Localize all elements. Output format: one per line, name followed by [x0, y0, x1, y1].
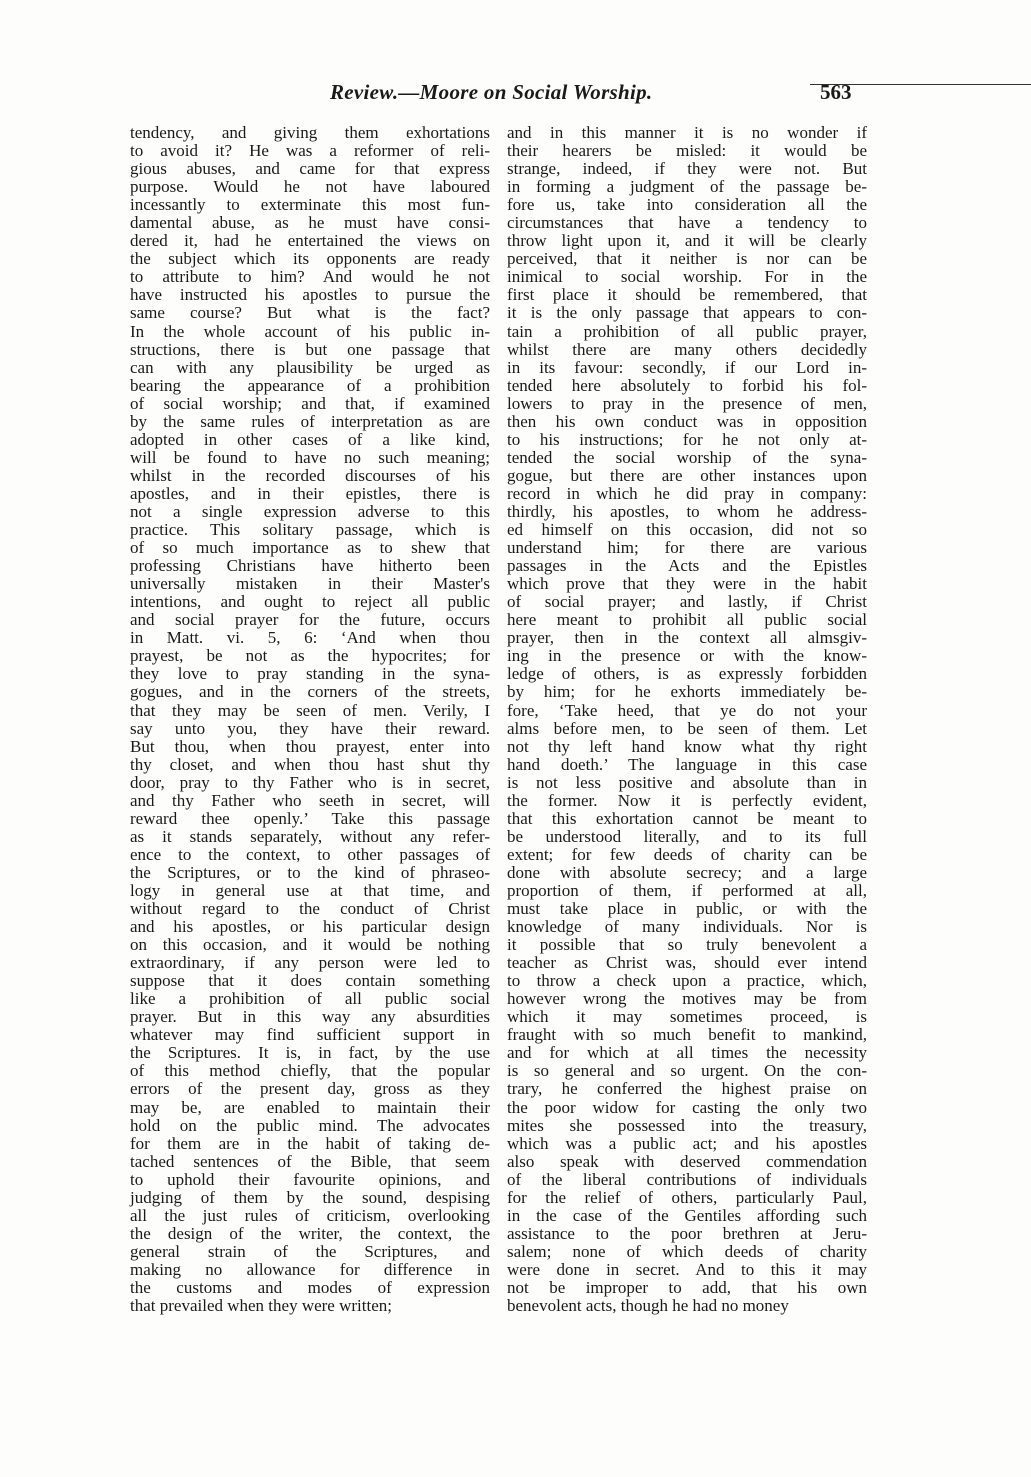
text-line: fraught with so much benefit to mankind, — [507, 1025, 867, 1045]
text-line: of so much importance as to shew that — [130, 538, 490, 558]
text-line: by the same rules of interpretation as are — [130, 411, 490, 431]
text-line: they love to pray standing in the syna- — [130, 664, 490, 684]
text-line: prayer, then in the context all almsgiv- — [507, 628, 867, 648]
text-line: here meant to prohibit all public social — [507, 610, 867, 630]
text-line: throw light upon it, and it will be clearly — [507, 231, 867, 251]
text-line: teacher as Christ was, should ever intend — [507, 953, 867, 973]
page-header — [120, 80, 920, 110]
text-line: that prevailed when they were written; — [130, 1296, 392, 1316]
text-line: strange, indeed, if they were not. But — [507, 159, 867, 179]
right-column — [507, 124, 867, 1315]
text-line: inimical to social worship. For in the — [507, 267, 867, 287]
text-line: be understood literally, and to its full — [507, 826, 867, 846]
text-line: understand him; for there are various — [507, 538, 867, 558]
text-line: extent; for few deeds of charity can be — [507, 844, 867, 864]
page-number: 563 — [820, 80, 852, 104]
text-line: structions, there is but one passage that — [130, 339, 490, 359]
text-line: and thy Father who seeth in secret, will — [130, 790, 490, 810]
text-line: the design of the writer, the context, the — [130, 1223, 490, 1243]
text-line: then his own conduct was in opposition — [507, 411, 867, 431]
text-line: benevolent acts, though he had no money — [507, 1296, 789, 1316]
left-column — [130, 124, 490, 1315]
text-line: of this method chiefly, that the popular — [130, 1061, 490, 1081]
text-line: proportion of them, if performed at all, — [507, 880, 867, 900]
text-line: ence to the context, to other passages of — [130, 844, 490, 864]
text-line: fore, ‘Take heed, that ye do not your — [507, 700, 867, 720]
text-line: not be improper to add, that his own — [507, 1278, 867, 1297]
text-line: In the whole account of his public in- — [130, 321, 490, 341]
text-line: must take place in public, or with the — [507, 899, 867, 919]
text-line: whilst in the recorded discourses of his — [130, 465, 490, 485]
text-line: which was a public act; and his apostles — [507, 1133, 867, 1153]
text-line: which it may sometimes proceed, is — [507, 1007, 867, 1027]
text-line: circumstances that have a tendency to — [507, 213, 867, 233]
text-line: will be found to have no such meaning; — [130, 447, 490, 467]
text-line: that they may be seen of men. Verily, I — [130, 700, 490, 720]
text-line: thy closet, and when thou hast shut thy — [130, 754, 490, 774]
text-line: like a prohibition of all public social — [130, 989, 490, 1009]
text-line: to uphold their favourite opinions, and — [130, 1169, 490, 1189]
text-line: the Scriptures, or to the kind of phraseo- — [130, 862, 490, 882]
text-line: lowers to pray in the presence of men, — [507, 393, 867, 413]
text-line: damental abuse, as he must have consi- — [130, 213, 490, 233]
text-line: not thy left hand know what thy right — [507, 736, 867, 756]
text-line: it is the only passage that appears to con- — [507, 303, 867, 323]
text-line: bearing the appearance of a prohibition — [130, 375, 490, 395]
text-line: knowledge of many individuals. Nor is — [507, 917, 867, 937]
text-line: and his apostles, or his particular design — [130, 917, 490, 937]
text-line: is not less positive and absolute than in — [507, 772, 867, 792]
text-line: of social worship; and that, if examined — [130, 393, 490, 413]
text-line: same course? But what is the fact? — [130, 303, 490, 323]
text-line: extraordinary, if any person were led to — [130, 953, 490, 973]
text-line: to attribute to him? And would he not — [130, 267, 490, 287]
text-line: tended the social worship of the syna- — [507, 447, 867, 467]
text-line: adopted in other cases of a like kind, — [130, 429, 490, 449]
text-line: however wrong the motives may be from — [507, 989, 867, 1009]
text-line: thirdly, his apostles, to whom he address- — [507, 501, 867, 521]
text-line: not a single expression adverse to this — [130, 501, 490, 521]
text-line: alms before men, to be seen of them. Let — [507, 718, 867, 738]
text-line: prayest, be not as the hypocrites; for — [130, 646, 490, 666]
text-line: universally mistaken in their Master's — [130, 574, 490, 594]
text-line: prayer. But in this way any absurdities — [130, 1007, 490, 1027]
text-line: and in this manner it is no wonder if — [507, 123, 867, 142]
text-line: ed himself on this occasion, did not so — [507, 520, 867, 540]
text-line: in Matt. vi. 5, 6: ‘And when thou — [130, 628, 490, 648]
text-line: which prove that they were in the habit — [507, 574, 867, 594]
text-line: suppose that it does contain something — [130, 971, 490, 991]
text-line: reward thee openly.’ Take this passage — [130, 808, 490, 828]
text-line: practice. This solitary passage, which is — [130, 520, 490, 540]
text-line: on this occasion, and it would be nothing — [130, 935, 490, 955]
text-line: for the relief of others, particularly Paul, — [507, 1187, 867, 1207]
text-line: judging of them by the sound, despising — [130, 1187, 490, 1207]
text-line: fore us, take into consideration all the — [507, 195, 867, 215]
text-line: assistance to the poor brethren at Jeru- — [507, 1223, 867, 1243]
text-line: door, pray to thy Father who is in secret, — [130, 772, 490, 792]
text-line: in its favour: secondly, if our Lord in- — [507, 357, 867, 377]
text-line: in forming a judgment of the passage be- — [507, 177, 867, 197]
text-line: as it stands separately, without any refer- — [130, 826, 490, 846]
text-line: to his instructions; for he not only at- — [507, 429, 867, 449]
text-line: ing in the presence or with the know- — [507, 646, 867, 666]
text-line: gious abuses, and came for that express — [130, 159, 490, 179]
text-line: the subject which its opponents are ready — [130, 249, 490, 269]
text-line: tain a prohibition of all public prayer, — [507, 321, 867, 341]
text-line: have instructed his apostles to pursue the — [130, 285, 490, 305]
text-line: professing Christians have hitherto been — [130, 556, 490, 576]
text-line: incessantly to exterminate this most fun- — [130, 195, 490, 215]
text-line: gogues, and in the corners of the streets, — [130, 682, 490, 702]
text-line: to throw a check upon a practice, which, — [507, 971, 867, 991]
text-line: for them are in the habit of taking de- — [130, 1133, 490, 1153]
text-line: the poor widow for casting the only two — [507, 1097, 867, 1117]
text-line: can with any plausibility be urged as — [130, 357, 490, 377]
text-line: mites she possessed into the treasury, — [507, 1115, 867, 1135]
text-line: perceived, that it neither is nor can be — [507, 249, 867, 269]
text-line: passages in the Acts and the Epistles — [507, 556, 867, 576]
text-line: also speak with deserved commendation — [507, 1151, 867, 1171]
text-line: the former. Now it is perfectly evident, — [507, 790, 867, 810]
text-line: may be, are enabled to maintain their — [130, 1097, 490, 1117]
text-line: and social prayer for the future, occurs — [130, 610, 490, 630]
text-line: purpose. Would he not have laboured — [130, 177, 490, 197]
text-line: making no allowance for difference in — [130, 1259, 490, 1279]
text-line: hold on the public mind. The advocates — [130, 1115, 490, 1135]
text-line: tended here absolutely to forbid his fol- — [507, 375, 867, 395]
text-line: ledge of others, is as expressly forbidden — [507, 664, 867, 684]
text-line: general strain of the Scriptures, and — [130, 1241, 490, 1261]
text-line: tendency, and giving them exhortations — [130, 123, 490, 142]
text-line: their hearers be misled: it would be — [507, 141, 867, 161]
text-line: salem; none of which deeds of charity — [507, 1241, 867, 1261]
text-line: logy in general use at that time, and — [130, 880, 490, 900]
text-line: to avoid it? He was a reformer of reli- — [130, 141, 490, 161]
text-line: the Scriptures. It is, in fact, by the use — [130, 1043, 490, 1063]
text-line: and for which at all times the necessity — [507, 1043, 867, 1063]
text-line: whilst there are many others decidedly — [507, 339, 867, 359]
text-line: record in which he did pray in company: — [507, 483, 867, 503]
text-line: But thou, when thou prayest, enter into — [130, 736, 490, 756]
text-line: in the case of the Gentiles affording such — [507, 1205, 867, 1225]
text-line: the customs and modes of expression — [130, 1278, 490, 1297]
text-line: trary, he conferred the highest praise on — [507, 1079, 867, 1099]
text-line: hand doeth.’ The language in this case — [507, 754, 867, 774]
text-line: without regard to the conduct of Christ — [130, 899, 490, 919]
text-line: it possible that so truly benevolent a — [507, 935, 867, 955]
text-line: intentions, and ought to reject all public — [130, 592, 490, 612]
text-line: apostles, and in their epistles, there is — [130, 483, 490, 503]
text-line: tached sentences of the Bible, that seem — [130, 1151, 490, 1171]
text-line: by him; for he exhorts immediately be- — [507, 682, 867, 702]
text-line: errors of the present day, gross as they — [130, 1079, 490, 1099]
text-line: were done in secret. And to this it may — [507, 1259, 867, 1279]
text-line: say unto you, they have their reward. — [130, 718, 490, 738]
text-line: all the just rules of criticism, overlooking — [130, 1205, 490, 1225]
text-line: first place it should be remembered, that — [507, 285, 867, 305]
text-line: that this exhortation cannot be meant to — [507, 808, 867, 828]
text-line: is so general and so urgent. On the con- — [507, 1061, 867, 1081]
text-line: gogue, but there are other instances upon — [507, 465, 867, 485]
text-line: of the liberal contributions of individuals — [507, 1169, 867, 1189]
text-line: of social prayer; and lastly, if Christ — [507, 592, 867, 612]
text-line: whatever may find sufficient support in — [130, 1025, 490, 1045]
running-title: Review.—Moore on Social Worship. — [330, 80, 653, 104]
text-line: dered it, had he entertained the views on — [130, 231, 490, 251]
text-line: done with absolute secrecy; and a large — [507, 862, 867, 882]
